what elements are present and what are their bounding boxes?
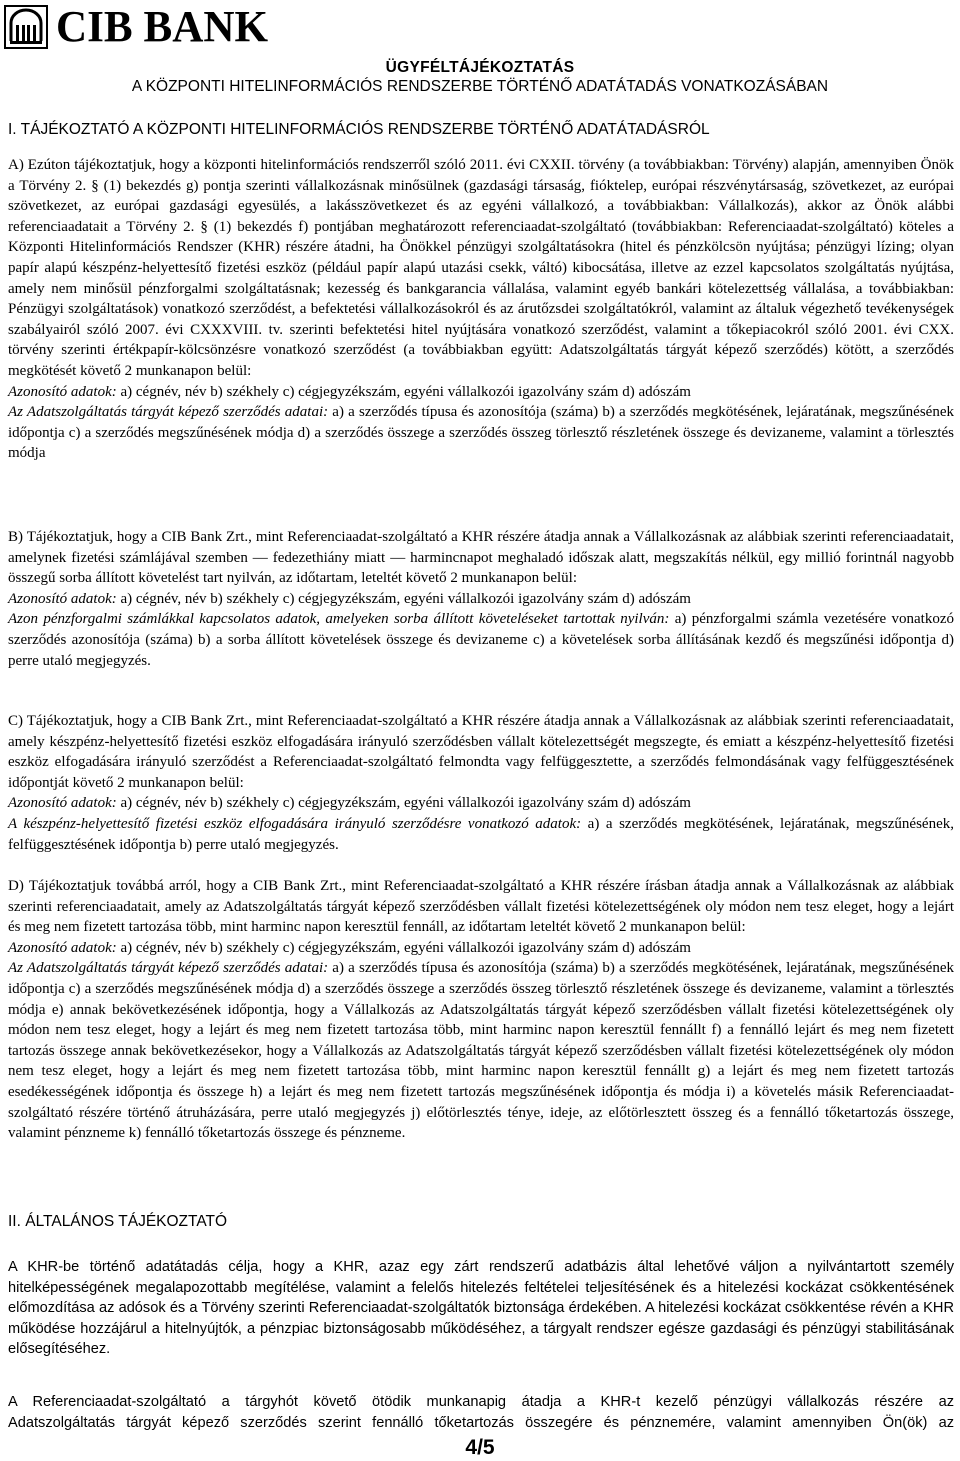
section-c-intro: C) Tájékoztatjuk, hogy a CIB Bank Zrt., mint Referenciaadat-szolgáltató a KHR részére átadja annak a Vállalkozásnak az alábbiak szerinti referenciaadatait, amely készpénz-helyettesítő fizetési eszköz elfogadására irányuló szerződésben vállalt kötelezettségét megszegte, és emiatt a készpénz-helyettesítő fizetési eszköz elfogadására irányuló szerződést a Referenciaadat-szolgáltató felmondta vagy felfüggesztette, a szerződés felmondásának vagy felfüggesztésének időpontját követő 2 munkanapon belül: [8, 713, 954, 791]
section-b-identifiers [8, 589, 954, 610]
section-2-paragraph-1 [8, 1257, 954, 1360]
section-a-identifiers [8, 382, 954, 403]
contract-data-text: a) a szerződés típusa és azonosítója (száma) b) a szerződés megkötésének, lejáratának, megszűnésének időpontja c) a szerződés megszűnésének módja d) a szerződés összege a szerződés összeg törlesztő részletének összege és devizaneme, valamint a törlesztés módja e) annak bekövetkezésének időpontja, hogy a Vállalkozás az Adatszolgáltatás tárgyát képező szerződésben vállalt fizetési kötelezettségének oly módon nem tesz eleget, hogy a lejárt és meg nem fizetett tartozása több, mint harminc napon keresztül fennállt f) a fennálló lejárt és meg nem fizetett tartozás összege annak bekövetkezésekor, hogy a Vállalkozás az Adatszolgáltatás tárgyát képező szerződésben vállalt fizetési kötelezettségének oly módon nem tesz eleget, hogy a lejárt és meg nem fizetett tartozása több, mint harminc napon keresztül fennállt g) a lejárt és meg nem fizetett tartozás esedékességének időpontja és összege h) a lejárt és meg nem fizetett tartozás megszűnésének időpontja és módja i) a követelés másik Referenciaadat-szolgáltató részére történő átruházására, perre utaló megjegyzés j) előtörlesztés ténye, ideje, az előtörlesztett összeg és a fennálló tőketartozás összege, valamint pénzneme k) fennálló tőketartozás összege és pénzneme. [8, 960, 954, 1142]
general-info-text: A KHR-be történő adatátadás célja, hogy a KHR, azaz egy zárt rendszerű adatbázis által lehetővé váljon a nyilvántartott személy hitelképességének megalapozottabb megítélése, valamint a felelős hitelezés feltételei teljesítésének és a hitelezési kockázat csökkentésének előmozdítása az adósok és a Törvény szerinti Referenciaadat-szolgáltatók biztonsága érdekében. A hitelezési kockázat csökkentése révén a KHR működése hozzájárul a hitelnyújtók, a pénzpiac biztonságosabb működéséhez, a tárgyalt rendszer egésze gazdasági és pénzügyi stabilitásának elősegítéséhez. [8, 1259, 954, 1358]
section-b-accounts-data [8, 609, 954, 671]
contract-data-text: a) a szerződés típusa és azonosítója (száma) b) a szerződés megkötésének, lejáratának, megszűnésének időpontja c) a szerződés megszűnésének módja d) a szerződés összege a szerződés összeg törlesztő részletének összege és devizaneme, valamint a törlesztés módja [8, 404, 954, 462]
cash-data-text: a) a szerződés megkötésének, lejáratának, megszűnésének, felfüggesztésének időpontja b) perre utaló megjegyzés. [8, 815, 954, 853]
page-number: 4/5 [465, 1436, 495, 1459]
identifiers-text: a) cégnév, név b) székhely c) cégjegyzékszám, egyéni vállalkozói igazolvány szám d) adószám [116, 383, 691, 400]
section-a-contract-data [8, 402, 954, 464]
section-d-identifiers [8, 938, 954, 959]
identifiers-label: Azonosító adatok: [8, 383, 117, 400]
document-title: ÜGYFÉLTÁJÉKOZTATÁS [385, 59, 575, 76]
section-c-cash-data [8, 814, 954, 855]
section-a-intro: A) Ezúton tájékoztatjuk, hogy a központi hitelinformációs rendszerről szóló 2011. évi CXXII. törvény (a továbbiakban: Törvény) alapján, amennyiben Önök a Törvény 2. § (1) bekezdés g) pontja szerinti vállalkozásnak minősülnek (gazdasági társaság, fióktelep, európai részvénytársaság, szövetkezet, az európai szövetkezet, az európai gazdasági egyesülés, a lakásszövetkezet és az egyéni vállalkozó, a továbbiakban: Vállalkozás), akkor az Önök alábbi referenciaadatait a Törvény 2. § (1) bekezdés f) pontjában meghatározott referenciaadat-szolgáltató (továbbiakban: Referenciaadat-szolgáltató) köteles a Központi Hitelinformációs Rendszer (KHR) részére átadni, ha Önökkel pénzügyi szolgáltatásokra (hitel és pénzkölcsön nyújtása; pénzügyi lízing; olyan papír alapú készpénz-helyettesítő fizetési eszköz (például papír alapú utazási csekk, váltó) kibocsátása, illetve az ezzel kapcsolatos szolgáltatás nyújtása, amely nem minősül pénzforgalmi szolgáltatásnak; kezesség és bankgarancia vállalása, valamint egyéb bankári kötelezettség vállalása, a továbbiakban: Pénzügyi szolgáltatások) vonatkozó szerződést, a befektetési vállalkozásokról és az árutőzsdei szolgáltatókról, valamint az általuk végezhető tevékenységek szabályairól szóló 2007. évi CXXXVIII. tv. szerinti befektetési hitel nyújtására vonatkozó szerződést, valamint a tőkepiacokról szóló 2001. évi CXX. törvény szerinti értékpapír-kölcsönzésre vonatkozó szerződést (a továbbiakban együtt: Adatszolgáltatás tárgyát képező szerződés) kötött, a szerződés megkötését követő 2 munkanapon belül: [8, 157, 954, 379]
section-b-intro: B) Tájékoztatjuk, hogy a CIB Bank Zrt., mint Referenciaadat-szolgáltató a KHR részére átadja annak a Vállalkozásnak az alábbiak szerinti referenciaadatait, amelynek fizetési számlájával szemben — fedezethiány miatt — harmincnapot meghaladó időszak alatt, megszakítás nélkül, egy millió forintnál nagyobb összegű sorba állított követelést tart nyilván, az időtartam, leteltét követő 2 munkanapon belül: [8, 529, 954, 587]
section-1-heading: I. TÁJÉKOZTATÓ A KÖZPONTI HITELINFORMÁCIÓS RENDSZERBE TÖRTÉNŐ ADATÁTADÁSRÓL [8, 121, 710, 138]
section-2-heading: II. ÁLTALÁNOS TÁJÉKOZTATÓ [8, 1213, 228, 1230]
bank-building-icon [4, 5, 48, 49]
section-2-paragraph-2 [8, 1392, 954, 1433]
cib-bank-logo [4, 4, 272, 50]
identifiers-label: Azonosító adatok: [8, 939, 117, 956]
accounts-data-label: Azon pénzforgalmi számlákkal kapcsolatos adatok, amelyeken sorba állított követeléseket tartottak nyilván: [8, 611, 670, 628]
section-a [8, 155, 954, 464]
general-info-line-2: Adatszolgáltatás tárgyát képező szerződés szerint fennálló tőketartozás összegére és pénznemére, valamint amennyiben Ön(ök) az [8, 1414, 954, 1431]
section-d-contract-data [8, 958, 954, 1143]
contract-data-label: Az Adatszolgáltatás tárgyát képező szerződés adatai: [8, 960, 329, 977]
section-d [8, 876, 954, 1144]
identifiers-text: a) cégnév, név b) székhely c) cégjegyzékszám, egyéni vállalkozói igazolvány szám d) adószám [116, 939, 691, 956]
section-d-intro: D) Tájékoztatjuk továbbá arról, hogy a CIB Bank Zrt., mint Referenciaadat-szolgáltató a KHR részére írásban átadja annak a Vállalkozásnak az alábbiak szerinti referenciaadatait, amely az Adatszolgáltatás tárgyát képező szerződésben vállalt fizetési kötelezettségének oly módon nem tesz eleget, hogy a lejárt és meg nem fizetett tartozása több, mint harminc napon keresztül fennáll, az időtartam leteltét követő 2 munkanapon belül: [8, 878, 954, 936]
document-subtitle: A KÖZPONTI HITELINFORMÁCIÓS RENDSZERBE TÖRTÉNŐ ADATÁTADÁS VONATKOZÁSÁBAN [131, 78, 829, 95]
cash-data-label: A készpénz-helyettesítő fizetési eszköz elfogadására irányuló szerződésre vonatkozó adatok: [8, 815, 582, 832]
identifiers-text: a) cégnév, név b) székhely c) cégjegyzékszám, egyéni vállalkozói igazolvány szám d) adószám [116, 590, 691, 607]
section-c [8, 711, 954, 855]
section-b [8, 527, 954, 671]
general-info-line-1: A Referenciaadat-szolgáltató a tárgyhót követő ötödik munkanapig átadja a KHR-t kezelő pénzügyi vállalkozás részére az [8, 1394, 954, 1410]
identifiers-text: a) cégnév, név b) székhely c) cégjegyzékszám, egyéni vállalkozói igazolvány szám d) adószám [116, 795, 691, 812]
accounts-data-text: a) pénzforgalmi számla vezetésére vonatkozó szerződés azonosítója (száma) b) a sorba állított követelések összege és devizaneme c) a követelések sorba állításának kezdő és megszűnési időpontja d) perre utaló megjegyzés. [8, 611, 954, 669]
contract-data-label: Az Adatszolgáltatás tárgyát képező szerződés adatai: [8, 404, 329, 421]
bank-name: CIB BANK [56, 2, 269, 51]
identifiers-label: Azonosító adatok: [8, 795, 117, 812]
section-c-identifiers [8, 793, 954, 814]
identifiers-label: Azonosító adatok: [8, 590, 117, 607]
